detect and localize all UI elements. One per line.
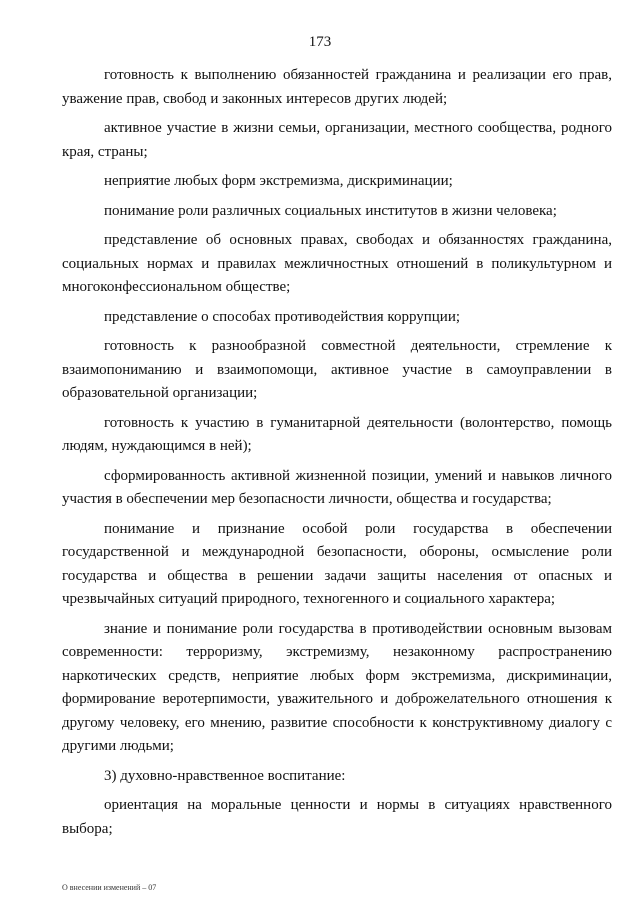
paragraph-4: понимание роли различных социальных институтов в жизни человека; [104,202,557,219]
footer-note: О внесении изменений – 07 [62,883,157,892]
paragraph-1: готовность к выполнению обязанностей гражданина и реализации его прав, уважение прав, свобод и законных интересов других людей; [62,67,612,107]
page-number: 173 [308,34,332,50]
document-body [62,64,612,847]
paragraph-8: готовность к участию в гуманитарной деятельности (волонтерство, помощь людям, нуждающимся в ней); [62,414,612,454]
paragraph-2: активное участие в жизни семьи, организации, местного сообщества, родного края, страны; [62,120,612,160]
paragraph-7: готовность к разнообразной совместной деятельности, стремление к взаимопониманию и взаимопомощи, активное участие в самоуправлении в образовательной организации; [62,338,612,401]
paragraph-10: понимание и признание особой роли государства в обеспечении государственной и международной безопасности, обороны, осмысление роли государства и общества в решении задачи защиты населения от опасных и чрезвычайных ситуаций природного, техногенного и социального характера; [62,520,612,607]
paragraph-3: неприятие любых форм экстремизма, дискриминации; [104,173,453,189]
paragraph-6: представление о способах противодействия коррупции; [104,308,461,325]
paragraph-12: ориентация на моральные ценности и нормы в ситуациях нравственного выбора; [62,797,612,837]
paragraph-11: знание и понимание роли государства в противодействии основным вызовам современности: терроризму, экстремизму, незаконному распространению наркотических средств, неприятие любых форм экстремизма, дискриминации, формирование веротерпимости, уважительного и доброжелательного отношения к другому человеку, его мнению, развитие способности к конструктивному диалогу с другими людьми; [62,620,612,754]
section-heading: 3) духовно-нравственное воспитание: [104,767,346,784]
paragraph-5: представление об основных правах, свободах и обязанностях гражданина, социальных нормах и правилах межличностных отношений в поликультурном и многоконфессиональном обществе; [62,232,612,295]
paragraph-9: сформированность активной жизненной позиции, умений и навыков личного участия в обеспечении мер безопасности личности, общества и государства; [62,467,612,507]
